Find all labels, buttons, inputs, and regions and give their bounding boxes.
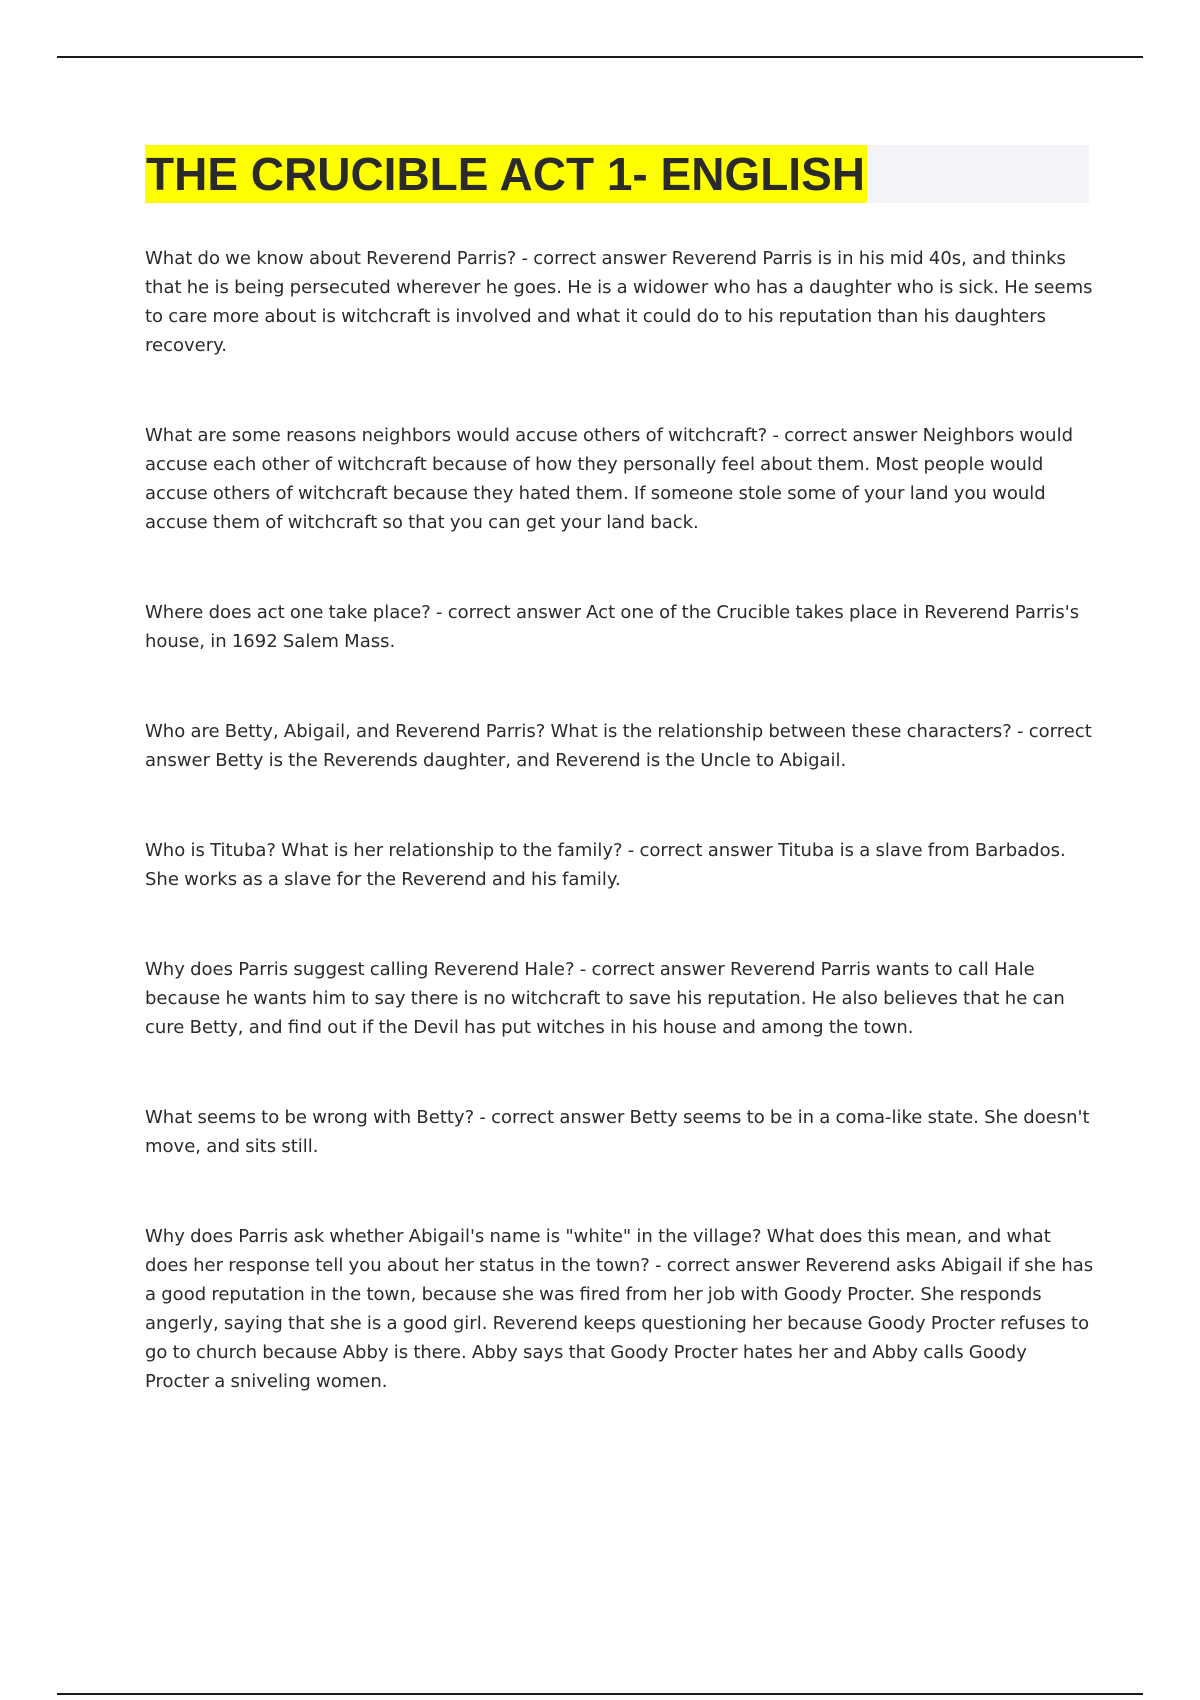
qa-item-betty: What seems to be wrong with Betty? - correct answer Betty seems to be in a coma-like state. She doesn't move, and sits still. xyxy=(145,1107,1090,1157)
document-title: THE CRUCIBLE ACT 1- ENGLISH xyxy=(145,145,867,203)
qa-item-hale: Why does Parris suggest calling Reverend Hale? - correct answer Reverend Parris wants to call Hale because he wants him to say there is no witchcraft to save his reputation. He also believes that he can cure Betty, and find out if the Devil has put witches in his house and among the town. xyxy=(145,959,1065,1038)
qa-item-setting: Where does act one take place? - correct answer Act one of the Crucible takes place in Reverend Parris's house, in 1692 Salem Mass. xyxy=(145,602,1080,652)
qa-item-accusations: What are some reasons neighbors would accuse others of witchcraft? - correct answer Neighbors would accuse each other of witchcraft because of how they personally feel about them. Most people would accuse others of witchcraft because they hated them. If someone stole some of your land you would accuse them of witchcraft so that you can get your land back. xyxy=(145,425,1073,533)
qa-item-tituba: Who is Tituba? What is her relationship to the family? - correct answer Tituba is a slave from Barbados. She works as a slave for the Reverend and his family. xyxy=(145,840,1066,890)
bottom-rule xyxy=(57,1693,1143,1695)
qa-item-relationships: Who are Betty, Abigail, and Reverend Parris? What is the relationship between these characters? - correct answer Betty is the Reverends daughter, and Reverend is the Uncle to Abigail. xyxy=(145,721,1092,771)
top-rule xyxy=(57,56,1143,58)
qa-item-parris: What do we know about Reverend Parris? - correct answer Reverend Parris is in his mid 40s, and thinks that he is being persecuted wherever he goes. He is a widower who has a daughter who is sick. He seems to care more about is witchcraft is involved and what it could do to his reputation than his daughters recovery. xyxy=(145,248,1093,356)
qa-list xyxy=(145,244,1095,1396)
qa-item-abigail-name: Why does Parris ask whether Abigail's name is "white" in the village? What does this mean, and what does her response tell you about her status in the town? - correct answer Reverend asks Abigail if she has a good reputation in the town, because she was fired from her job with Goody Procter. She responds angerly, saying that she is a good girl. Reverend keeps questioning her because Goody Procter refuses to go to church because Abby is there. Abby says that Goody Procter hates her and Abby calls Goody Procter a sniveling women. xyxy=(145,1226,1094,1392)
